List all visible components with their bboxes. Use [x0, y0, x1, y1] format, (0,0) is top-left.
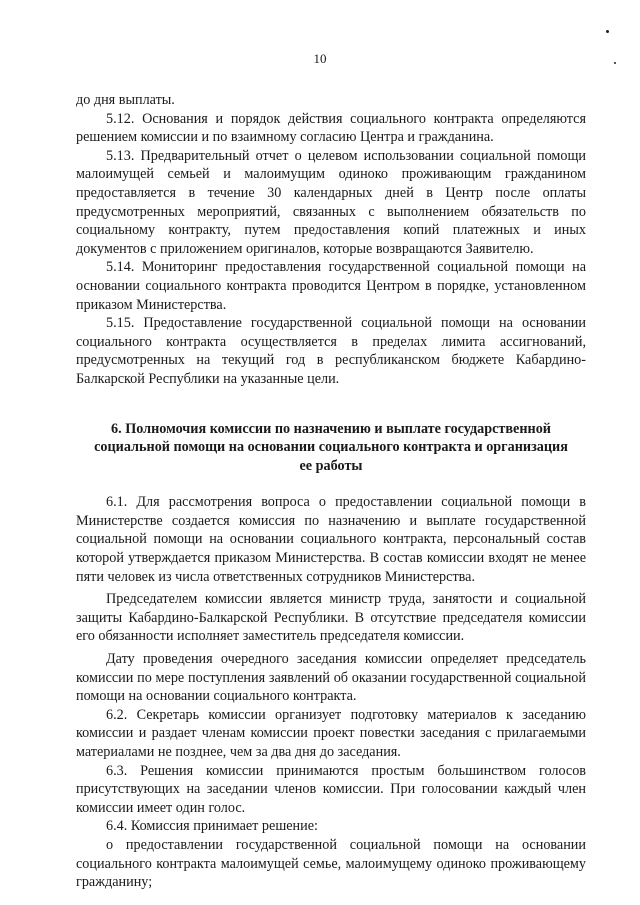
paragraph-5-12: 5.12. Основания и порядок действия социального контракта определяются решением комиссии и по взаимному согласию Центра и гражданина.	[76, 110, 586, 146]
paragraph-5-14: 5.14. Мониторинг предоставления государственной социальной помощи на основании социального контракта проводится Центром в порядке, установленном приказом Министерства.	[76, 259, 586, 313]
paragraph-6-2: 6.2. Секретарь комиссии организует подготовку материалов к заседанию комиссии и раздает членам комиссии проект повестки заседания с прилагаемыми материалами не позднее, чем за два дня до заседания.	[76, 706, 586, 760]
scan-speck-right	[614, 62, 616, 64]
paragraph-6-3: 6.3. Решения комиссии принимаются простым большинством голосов присутствующих на заседании членов комиссии. При голосовании каждый член комиссии имеет один голос.	[76, 762, 586, 816]
document-body	[76, 91, 586, 892]
paragraph-6-1: 6.1. Для рассмотрения вопроса о предоставлении социальной помощи в Министерстве создается комиссия по назначению и выплате государственной социальной помощи на основании социального контракта, персональный состав которой утверждается приказом Министерства. В состав комиссии входят не менее пяти человек из числа ответственных сотрудников Министерства.	[76, 494, 586, 585]
paragraph-6-4-item: о предоставлении государственной социальной помощи на основании социального контракта малоимущей семье, малоимущему одиноко проживающему гражданину;	[76, 836, 586, 891]
paragraph-5-13: 5.13. Предварительный отчет о целевом использовании социальной помощи малоимущей семьей и малоимущим одиноко проживающим гражданином предоставляется в течение 30 календарных дней в Центр после оплаты предусмотренных мероприятий, связанных с выполнением обязательств по социальному контракту, путем предоставления копий платежных и иных документов с приложением оригиналов, которые возвращаются Заявителю.	[76, 147, 586, 257]
paragraph-chairman: Председателем комиссии является министр труда, занятости и социальной защиты Кабардино-Балкарской Республики. В отсутствие председателя комиссии его обязанности исполняет заместитель председателя комиссии.	[76, 591, 586, 645]
page-number: 10	[313, 51, 327, 66]
paragraph-6-4: 6.4. Комиссия принимает решение:	[106, 818, 318, 835]
paragraph-5-15: 5.15. Предоставление государственной социальной помощи на основании социального контракта осуществляется в пределах лимита ассигнований, предусмотренных на текущий год в республиканском бюджете Кабардино-Балкарской Республики на указанные цели.	[76, 315, 586, 387]
paragraph-meeting-date: Дату проведения очередного заседания комиссии определяет председатель комиссии по мере поступления заявлений об оказании государственной социальной помощи на основании социального контракта.	[76, 651, 586, 705]
scan-speck-top	[606, 30, 609, 33]
paragraph-continuation: до дня выплаты.	[76, 92, 175, 108]
section-6-heading: 6. Полномочия комиссии по назначению и выплате государственной социальной помощи на основании социального контракта и организация ее работы	[94, 420, 568, 474]
